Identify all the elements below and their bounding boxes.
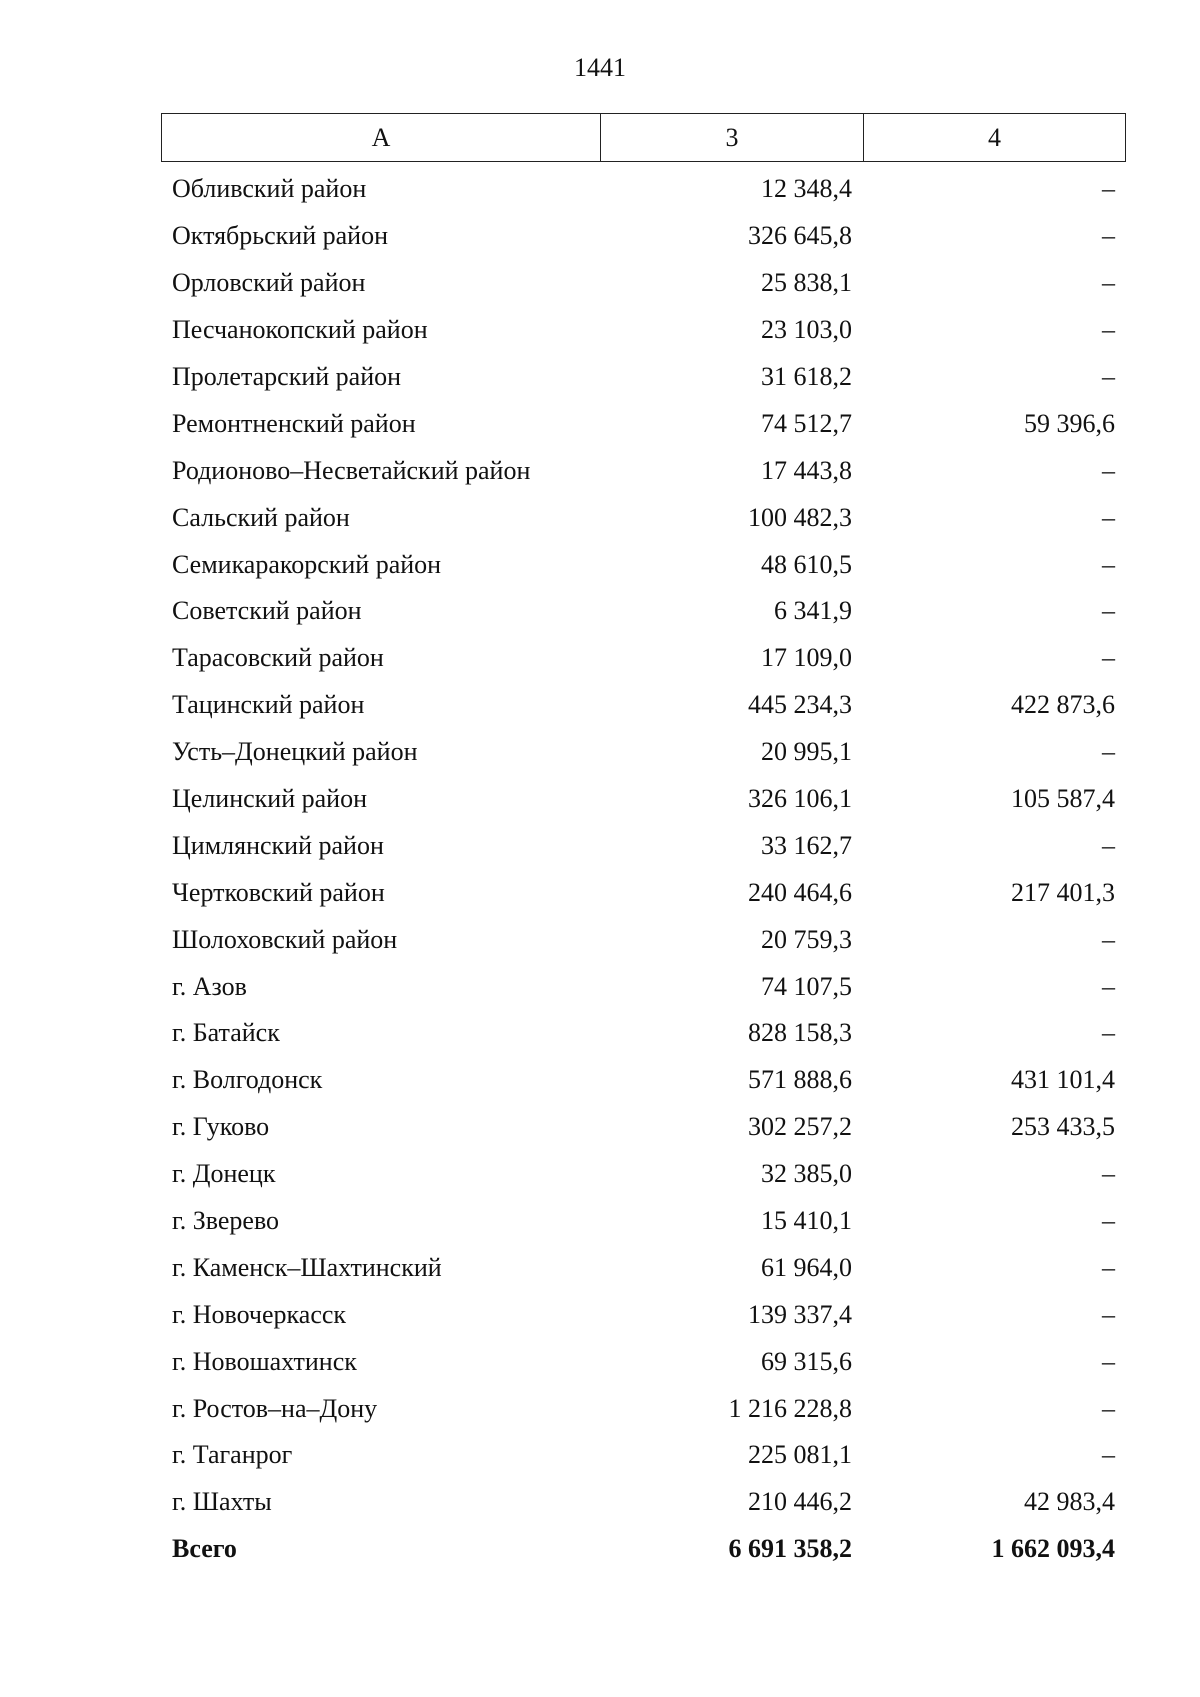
row-name: г. Каменск–Шахтинский xyxy=(172,1252,442,1282)
row-value-col-3: 20 995,1 xyxy=(761,737,852,767)
table-row xyxy=(161,260,1126,307)
table-row xyxy=(161,822,1126,869)
row-value-col-3: 1 216 228,8 xyxy=(728,1393,852,1423)
row-name: г. Гуково xyxy=(172,1112,270,1142)
row-value-col-3: 23 103,0 xyxy=(761,315,852,345)
table-body xyxy=(161,166,1126,1526)
row-name: Чертковский район xyxy=(172,877,385,907)
row-value-col-3: 225 081,1 xyxy=(748,1440,852,1470)
row-value-col-3: 100 482,3 xyxy=(748,502,852,532)
row-name: г. Новошахтинск xyxy=(172,1346,357,1376)
row-value-col-4: – xyxy=(1102,596,1115,626)
row-value-col-3: 326 645,8 xyxy=(748,221,852,251)
table-row xyxy=(161,1291,1126,1338)
table-row xyxy=(161,213,1126,260)
row-value-col-4: – xyxy=(1102,1159,1115,1189)
table-row xyxy=(161,1244,1126,1291)
row-value-col-3: 17 109,0 xyxy=(761,643,852,673)
row-name: г. Шахты xyxy=(172,1487,272,1517)
table-row xyxy=(161,729,1126,776)
table-row xyxy=(161,1057,1126,1104)
row-value-col-4: – xyxy=(1102,1393,1115,1423)
row-name: г. Батайск xyxy=(172,1018,280,1048)
table-row xyxy=(161,1338,1126,1385)
budget-table xyxy=(161,113,1126,1573)
row-value-col-3: 6 341,9 xyxy=(774,596,852,626)
row-value-col-4: – xyxy=(1102,1299,1115,1329)
row-value-col-3: 74 512,7 xyxy=(761,408,852,438)
row-name: Тарасовский район xyxy=(172,643,384,673)
row-value-col-4: – xyxy=(1102,221,1115,251)
row-value-col-4: – xyxy=(1102,830,1115,860)
table-header xyxy=(161,113,1126,162)
row-value-col-4: – xyxy=(1102,1018,1115,1048)
row-value-col-4: – xyxy=(1102,1206,1115,1236)
row-value-col-3: 25 838,1 xyxy=(761,268,852,298)
row-name: г. Новочеркасск xyxy=(172,1299,347,1329)
row-name: Сальский район xyxy=(172,502,350,532)
row-value-col-3: 69 315,6 xyxy=(761,1346,852,1376)
row-value-col-3: 571 888,6 xyxy=(748,1065,852,1095)
row-name: Октябрьский район xyxy=(172,221,388,251)
row-value-col-3: 20 759,3 xyxy=(761,924,852,954)
row-name: Семикаракорский район xyxy=(172,549,442,579)
row-value-col-4: – xyxy=(1102,737,1115,767)
row-value-col-3: 828 158,3 xyxy=(748,1018,852,1048)
row-value-col-4: – xyxy=(1102,174,1115,204)
row-value-col-3: 445 234,3 xyxy=(748,690,852,720)
header-col-a: А xyxy=(162,114,601,161)
row-value-col-4: – xyxy=(1102,362,1115,391)
row-name: Ремонтненский район xyxy=(172,408,416,438)
row-name: г. Ростов–на–Дону xyxy=(172,1393,378,1423)
row-value-col-3: 12 348,4 xyxy=(761,174,852,204)
total-row xyxy=(161,1526,1126,1573)
row-value-col-4: 253 433,5 xyxy=(1011,1112,1115,1142)
table-row xyxy=(161,1010,1126,1057)
row-value-col-4: 105 587,4 xyxy=(1011,784,1115,814)
row-value-col-4: – xyxy=(1102,971,1115,1001)
row-value-col-3: 326 106,1 xyxy=(748,784,852,814)
table-row xyxy=(161,588,1126,635)
table-row xyxy=(161,1479,1126,1526)
table-row xyxy=(161,541,1126,588)
row-value-col-3: 31 618,2 xyxy=(761,362,852,391)
table-row xyxy=(161,1151,1126,1198)
row-value-col-3: 240 464,6 xyxy=(748,877,852,907)
table-row xyxy=(161,1198,1126,1245)
row-value-col-4: – xyxy=(1102,549,1115,579)
row-value-col-3: 15 410,1 xyxy=(761,1206,852,1236)
row-value-col-3: 32 385,0 xyxy=(761,1159,852,1189)
table-row xyxy=(161,963,1126,1010)
row-name: Песчанокопский район xyxy=(172,315,428,345)
table-row xyxy=(161,1104,1126,1151)
table-row xyxy=(161,447,1126,494)
header-col-4: 4 xyxy=(988,122,1001,152)
row-name: Тацинский район xyxy=(172,690,365,720)
total-value-col-3: 6 691 358,2 xyxy=(728,1534,852,1564)
row-value-col-4: 422 873,6 xyxy=(1011,690,1115,720)
row-value-col-4: 217 401,3 xyxy=(1011,877,1115,907)
row-name: Целинский район xyxy=(172,784,367,814)
row-name: г. Донецк xyxy=(172,1159,276,1189)
table-row xyxy=(161,916,1126,963)
total-label: Всего xyxy=(172,1534,237,1564)
row-value-col-4: 42 983,4 xyxy=(1024,1487,1115,1517)
row-value-col-3: 17 443,8 xyxy=(761,455,852,485)
table-row xyxy=(161,1385,1126,1432)
row-value-col-3: 302 257,2 xyxy=(748,1112,852,1142)
row-value-col-4: – xyxy=(1102,1252,1115,1282)
row-name: Советский район xyxy=(172,596,362,626)
table-row xyxy=(161,307,1126,354)
row-value-col-3: 139 337,4 xyxy=(748,1299,852,1329)
row-value-col-3: 210 446,2 xyxy=(748,1487,852,1517)
table-row xyxy=(161,354,1126,401)
table-row xyxy=(161,869,1126,916)
row-name: г. Зверево xyxy=(172,1206,280,1236)
total-value-col-4: 1 662 093,4 xyxy=(991,1534,1115,1564)
row-value-col-4: – xyxy=(1102,924,1115,954)
row-name: Орловский район xyxy=(172,268,366,298)
table-row xyxy=(161,400,1126,447)
table-row xyxy=(161,494,1126,541)
row-value-col-4: 431 101,4 xyxy=(1011,1065,1115,1095)
row-name: Обливский район xyxy=(172,174,367,204)
page-number: 1441 xyxy=(574,53,626,82)
row-value-col-3: 33 162,7 xyxy=(761,830,852,860)
row-value-col-3: 61 964,0 xyxy=(761,1252,852,1282)
row-name: Родионово–Несветайский район xyxy=(172,455,531,485)
row-value-col-4: – xyxy=(1102,315,1115,345)
row-name: Шолоховский район xyxy=(172,924,398,954)
row-value-col-4: – xyxy=(1102,268,1115,298)
table-row xyxy=(161,1432,1126,1479)
row-name: Усть–Донецкий район xyxy=(172,737,418,767)
row-value-col-3: 74 107,5 xyxy=(761,971,852,1001)
row-value-col-4: – xyxy=(1102,1346,1115,1376)
row-value-col-4: – xyxy=(1102,455,1115,485)
row-value-col-4: – xyxy=(1102,502,1115,532)
table-row xyxy=(161,166,1126,213)
table-row xyxy=(161,635,1126,682)
row-name: Цимлянский район xyxy=(172,830,384,860)
table-row xyxy=(161,776,1126,823)
row-name: г. Волгодонск xyxy=(172,1065,323,1095)
row-name: Пролетарский район xyxy=(172,362,402,391)
row-value-col-4: – xyxy=(1102,643,1115,673)
header-col-3: 3 xyxy=(601,114,864,161)
row-name: г. Азов xyxy=(172,971,247,1001)
row-value-col-4: – xyxy=(1102,1440,1115,1470)
row-value-col-4: 59 396,6 xyxy=(1024,408,1115,438)
row-name: г. Таганрог xyxy=(172,1440,293,1470)
table-row xyxy=(161,682,1126,729)
row-value-col-3: 48 610,5 xyxy=(761,549,852,579)
